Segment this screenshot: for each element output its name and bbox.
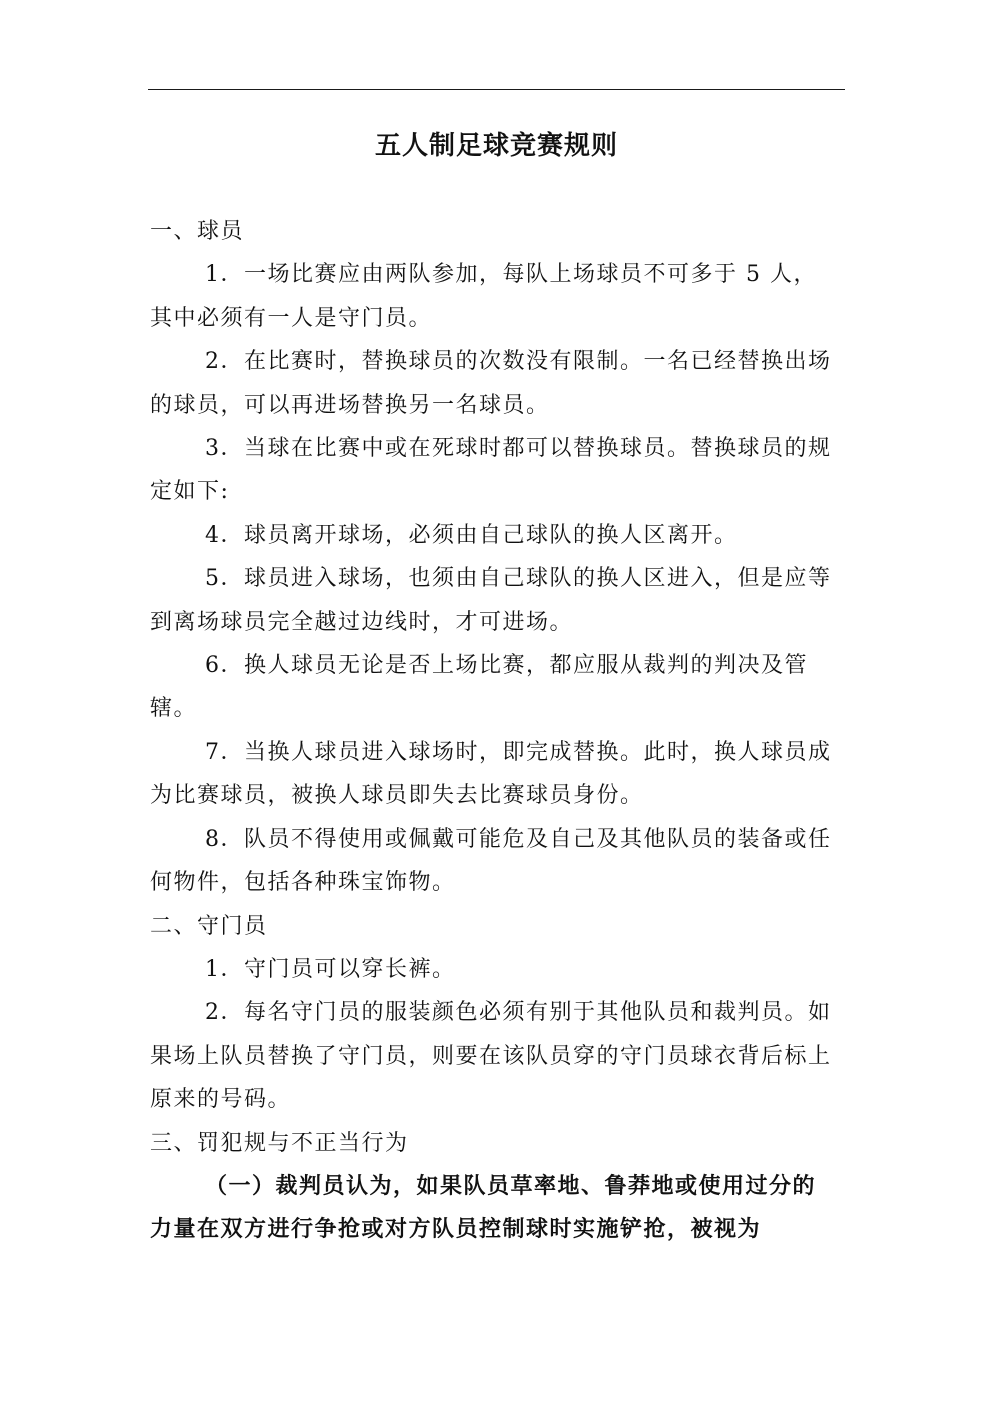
paragraph: 8．队员不得使用或佩戴可能危及自己及其他队员的装备或任何物件，包括各种珠宝饰物。 — [150, 826, 832, 896]
paragraph: 7．当换人球员进入球场时，即完成替换。此时，换人球员成为比赛球员，被换人球员即失去比赛球员身份。 — [150, 739, 832, 809]
paragraph: 4．球员离开球场，必须由自己球队的换人区离开。 — [205, 522, 738, 548]
paragraph: 1．守门员可以穿长裤。 — [205, 956, 456, 982]
section-players — [150, 210, 834, 905]
paragraph: （一）裁判员认为，如果队员草率地、鲁莽地或使用过分的力量在双方进行争抢或对方队员控制球时实施铲抢，被视为 — [150, 1173, 817, 1243]
paragraph: 5．球员进入球场，也须由自己球队的换人区进入，但是应等到离场球员完全越过边线时，才可进场。 — [150, 566, 832, 635]
header-rule — [148, 89, 845, 90]
section-heading: 三、罚犯规与不正当行为 — [150, 1130, 409, 1156]
section-heading: 二、守门员 — [150, 913, 268, 939]
section-heading: 一、球员 — [150, 219, 245, 244]
section-fouls-misconduct — [150, 1122, 834, 1252]
paragraph: 2．每名守门员的服装颜色必须有别于其他队员和裁判员。如果场上队员替换了守门员，则要在该队员穿的守门员球衣背后标上原来的号码。 — [150, 1000, 832, 1113]
paragraph: 6．换人球员无论是否上场比赛，都应服从裁判的判决及管辖。 — [150, 653, 808, 722]
document-body — [150, 210, 834, 1252]
paragraph: 2．在比赛时，替换球员的次数没有限制。一名已经替换出场的球员，可以再进场替换另一名球员。 — [150, 349, 832, 418]
section-goalkeeper — [150, 905, 834, 1122]
document-title: 五人制足球竞赛规则 — [374, 131, 618, 161]
paragraph: 3．当球在比赛中或在死球时都可以替换球员。替换球员的规定如下: — [150, 436, 832, 505]
paragraph: 1．一场比赛应由两队参加，每队上场球员不可多于 5 人，其中必须有一人是守门员。 — [150, 262, 817, 331]
